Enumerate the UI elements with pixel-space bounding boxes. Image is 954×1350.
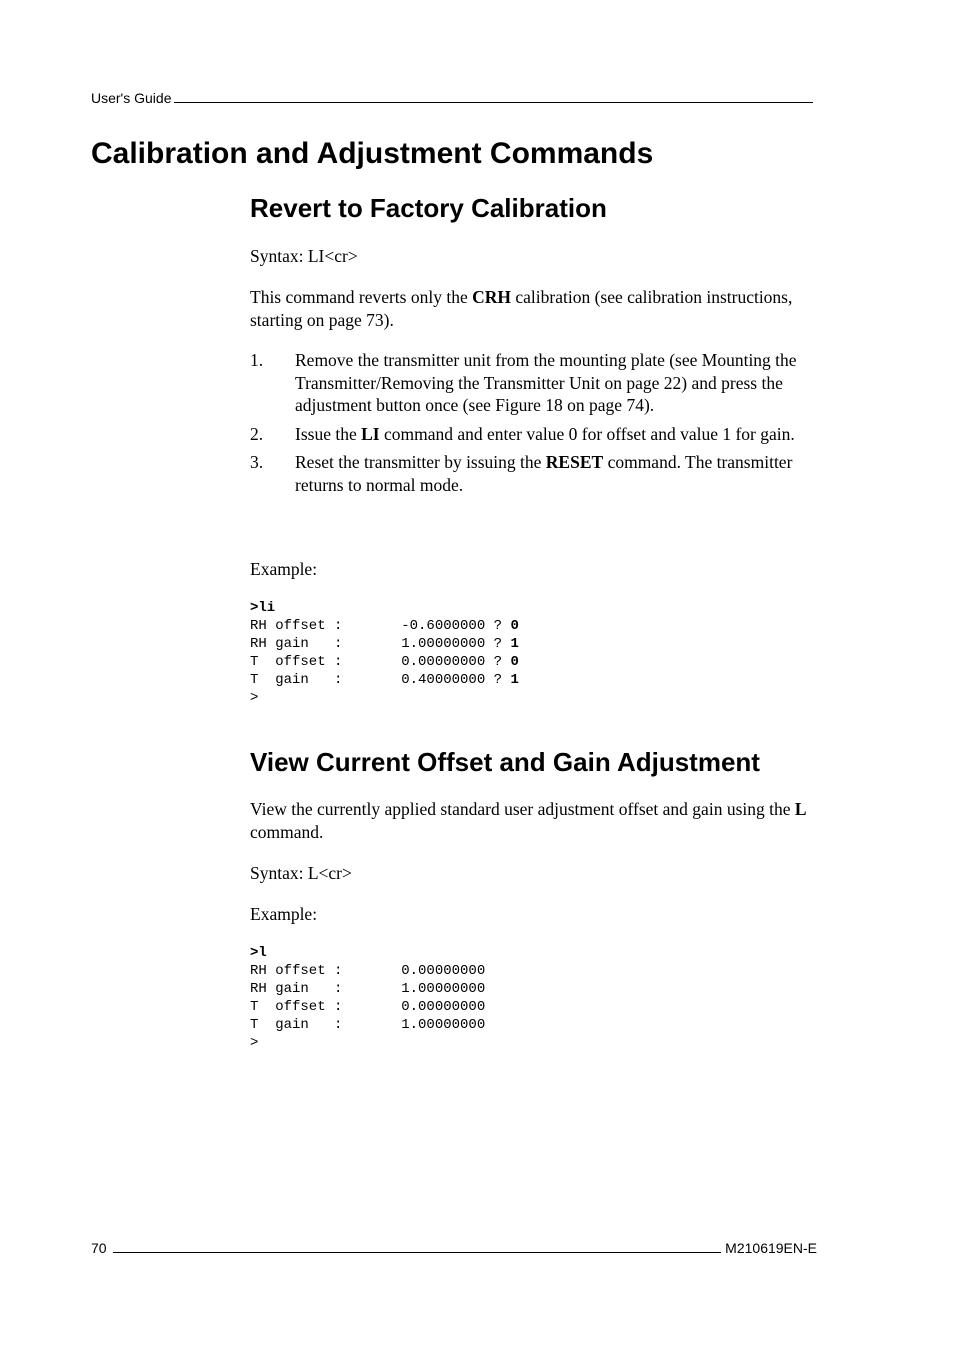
step-text-part: Reset the transmitter by issuing the (295, 452, 546, 472)
steps-list-container (250, 349, 822, 502)
section1-example-label (250, 558, 822, 581)
code-line-text: T gain : 0.40000000 ? (250, 672, 511, 688)
list-item (250, 349, 822, 417)
code-user-input: 1 (510, 672, 519, 688)
syntax-text: Syntax: LI<cr> (250, 246, 358, 266)
code-command-text: >li (250, 600, 276, 616)
steps-list (250, 349, 822, 496)
list-item (250, 451, 822, 496)
code-line: RH gain : 1.00000000 (250, 981, 486, 997)
code-line-text: RH gain : 1.00000000 ? (250, 636, 511, 652)
example-label: Example: (250, 559, 318, 579)
chapter-title: Calibration and Adjustment Commands (91, 137, 654, 170)
step-number: 2. (250, 423, 264, 444)
code-user-input: 1 (510, 636, 519, 652)
intro-text: View the currently applied standard user adjustment offset and gain using the (250, 799, 795, 819)
running-header (91, 90, 813, 106)
section2-code-example (250, 944, 822, 1052)
section2-intro (250, 798, 822, 843)
step-bold-command: LI (361, 423, 380, 444)
code-line (250, 635, 822, 653)
code-block (250, 599, 822, 707)
page-number: 70 (91, 1240, 107, 1256)
section1-syntax (250, 245, 822, 268)
step-text (295, 451, 822, 496)
intro-paragraph (250, 798, 822, 843)
code-user-input: 0 (510, 618, 519, 634)
step-number: 1. (250, 350, 264, 370)
section-title: Revert to Factory Calibration (250, 193, 607, 223)
example-label: Example: (250, 904, 318, 924)
step-text-part: command and enter value 0 for offset and value 1 for gain. (379, 423, 795, 444)
code-user-input: 0 (510, 654, 519, 670)
intro-text: This command reverts only the (250, 287, 473, 307)
section-view-offset-gain (250, 746, 822, 778)
intro-bold-command: L (794, 799, 807, 819)
section1-code-example (250, 599, 822, 707)
step-bold-command: RESET (545, 452, 604, 472)
step-text-part: command. The transmitter returns to normal mode. (295, 452, 793, 495)
code-line (250, 617, 822, 635)
code-line: RH offset : 0.00000000 (250, 963, 486, 979)
section2-example-label (250, 903, 822, 926)
list-item (250, 423, 822, 446)
step-text (295, 423, 822, 446)
intro-bold-command: CRH (472, 287, 511, 307)
header-rule (174, 101, 813, 103)
code-command (250, 944, 822, 962)
code-line: T gain : 1.00000000 (250, 1017, 486, 1033)
code-prompt: > (250, 1035, 259, 1051)
code-line-text: RH offset : -0.6000000 ? (250, 618, 511, 634)
code-line (250, 653, 822, 671)
step-text: Remove the transmitter unit from the mounting plate (see Mounting the Transmitter/Removing the Transmitter Unit on page 22) and press the adjustment button once (see Figure 18 on page 74). (295, 350, 797, 415)
code-line: T offset : 0.00000000 (250, 999, 486, 1015)
section-title: View Current Offset and Gain Adjustment (250, 747, 760, 777)
running-footer (91, 1240, 817, 1256)
intro-text: calibration (see calibration instructions, starting on page 73). (250, 287, 793, 330)
document-id: M210619EN-E (725, 1240, 817, 1256)
code-command (250, 599, 822, 617)
code-line-text: T offset : 0.00000000 ? (250, 654, 511, 670)
step-text-part: Issue the (295, 423, 362, 444)
section2-syntax (250, 862, 822, 885)
footer-rule (113, 1251, 722, 1253)
intro-text: command. (250, 821, 324, 842)
code-line (250, 671, 822, 689)
code-command-text: >l (250, 945, 267, 961)
syntax-text: Syntax: L<cr> (250, 863, 352, 883)
code-prompt: > (250, 690, 259, 706)
header-label: User's Guide (91, 90, 172, 106)
intro-paragraph (250, 286, 822, 331)
section-revert-factory-calibration (250, 192, 822, 224)
section1-intro (250, 286, 822, 331)
step-number: 3. (250, 452, 264, 472)
code-block (250, 944, 822, 1052)
